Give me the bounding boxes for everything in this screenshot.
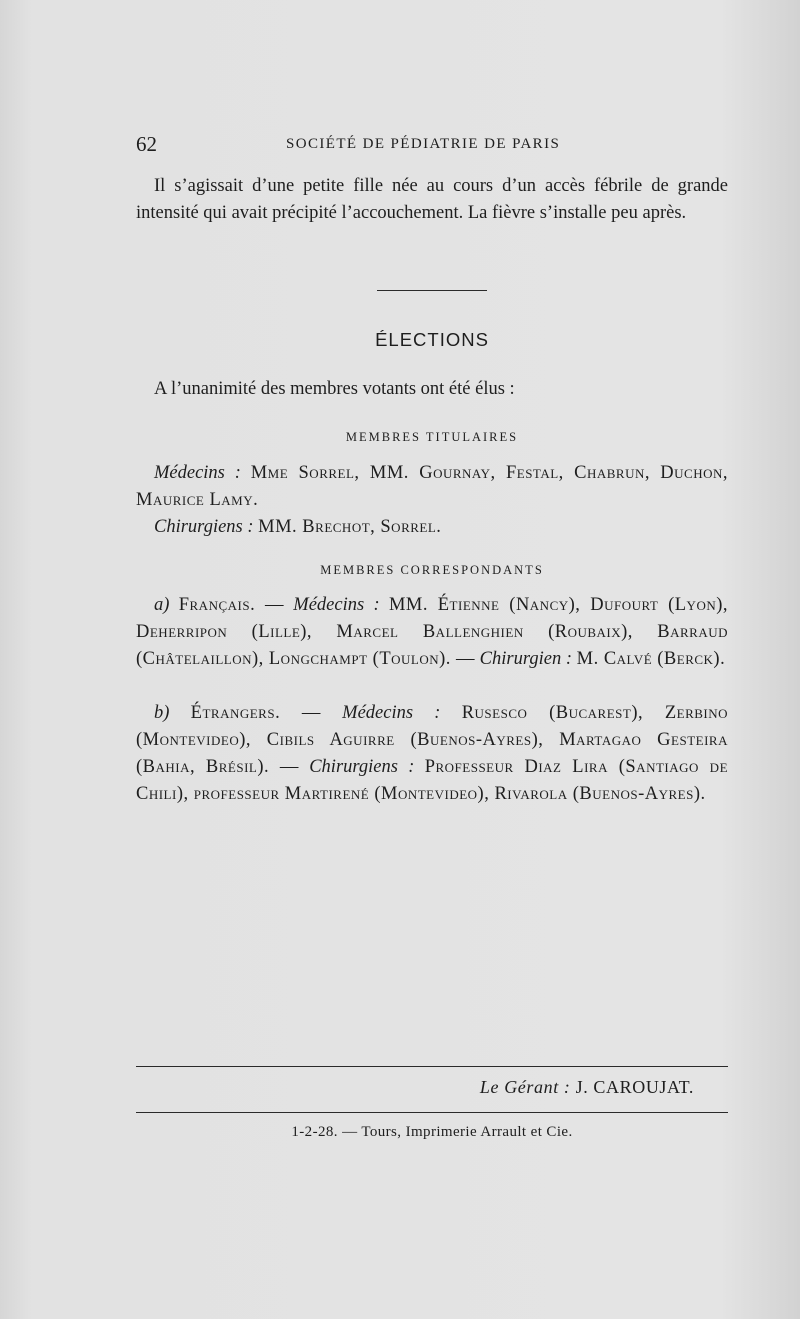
- medecins-label: Médecins :: [154, 463, 241, 483]
- gerant-name: J. CAROUJAT.: [575, 1077, 694, 1097]
- etrangers-chirurgiens-label: Chirurgiens :: [309, 757, 415, 777]
- francais-chirurgien-label: Chirurgien :: [479, 649, 572, 669]
- section-divider: [377, 290, 487, 291]
- titulaires-heading: MEMBRES TITULAIRES: [345, 430, 519, 444]
- gerant-label: Le Gérant :: [479, 1077, 571, 1097]
- running-title: SOCIÉTÉ DE PÉDIATRIE DE PARIS: [286, 136, 561, 152]
- footer-rule-top: [136, 1066, 728, 1067]
- etrangers-chirurgiens-names: Professeur Diaz Lira (Santiago de Chili), professeur Martirené (Montevideo), Rivarola (Buenos-Ayres).: [136, 757, 729, 804]
- etrangers-label: Étrangers. —: [190, 703, 321, 723]
- footer-rule-bottom: [136, 1112, 728, 1113]
- chirurgiens-names: MM. Brechot, Sorrel.: [258, 517, 442, 537]
- intro-paragraph: Il s’agissait d’une petite fille née au cours d’un accès fébrile de grande intensité qui avait précipité l’accouchement. La fièvre s’installe peu après.: [136, 176, 728, 223]
- titulaires-medecins: [136, 460, 728, 514]
- correspondants-francais: [136, 592, 728, 673]
- elections-lead: A l’unanimité des membres votants ont été élus :: [154, 379, 515, 399]
- francais-marker: a): [154, 595, 170, 615]
- page-header: [136, 132, 728, 158]
- gerant-signature: [136, 1077, 694, 1098]
- section-title: ÉLECTIONS: [375, 329, 489, 350]
- correspondants-heading: MEMBRES CORRESPONDANTS: [320, 563, 544, 577]
- francais-medecins-label: Médecins :: [293, 595, 380, 615]
- etrangers-marker: b): [154, 703, 170, 723]
- francais-label: Français. —: [178, 595, 284, 615]
- page-number: 62: [136, 132, 157, 156]
- medecins-names: Mme Sorrel, MM. Gournay, Festal, Chabrun, Duchon, Maurice Lamy.: [136, 463, 729, 510]
- francais-chirurgien-names: M. Calvé (Berck).: [576, 649, 726, 669]
- francais-medecins-names: MM. Étienne (Nancy), Dufourt (Lyon), Deherripon (Lille), Marcel Ballenghien (Roubaix), Barraud (Châtelaillon), Longchampt (Toulon). —: [136, 595, 729, 669]
- correspondants-etrangers: [136, 700, 728, 808]
- etrangers-medecins-names: Rusesco (Bucarest), Zerbino (Montevideo), Cibils Aguirre (Buenos-Ayres), Martagao Gesteira (Bahia, Brésil). —: [136, 703, 729, 777]
- etrangers-medecins-label: Médecins :: [342, 703, 441, 723]
- chirurgiens-label: Chirurgiens :: [154, 517, 254, 537]
- printer-imprint: 1-2-28. — Tours, Imprimerie Arrault et Cie.: [291, 1124, 573, 1140]
- titulaires-chirurgiens: [136, 514, 728, 541]
